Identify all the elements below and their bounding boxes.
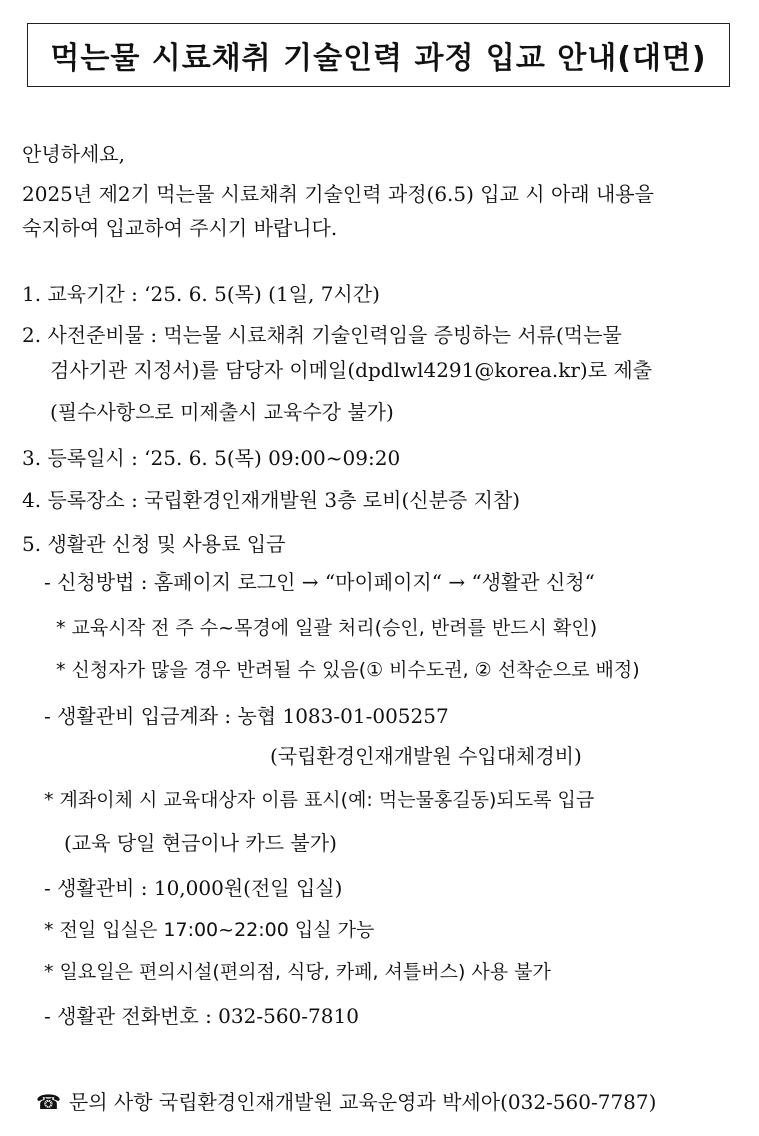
item-period: 1. 교육기간 : ‘25. 6. 5(목) (1일, 7시간) xyxy=(22,282,380,306)
title-box xyxy=(27,23,730,87)
dorm-sunday: * 일요일은 편의시설(편의점, 식당, 카페, 셔틀버스) 사용 불가 xyxy=(44,961,551,983)
intro-line-2: 숙지하여 입교하여 주시기 바랍니다. xyxy=(22,216,338,240)
intro-line-1: 2025년 제2기 먹는물 시료채취 기술인력 과정(6.5) 입교 시 아래 내용을 xyxy=(22,182,654,206)
item-prep-line-3: (필수사항으로 미제출시 교육수강 불가) xyxy=(50,400,394,424)
item-prep-line-2: 검사기관 지정서)를 담당자 이메일(dpdlwl4291@korea.kr)로 제출 xyxy=(50,358,653,382)
item-prep-line-1: 2. 사전준비물 : 먹는물 시료채취 기술인력임을 증빙하는 서류(먹는물 xyxy=(22,323,622,347)
dorm-account: - 생활관비 입금계좌 : 농협 1083-01-005257 xyxy=(44,704,449,728)
dorm-checkin: * 전일 입실은 17:00~22:00 입실 가능 xyxy=(44,919,375,941)
dorm-transfer-note: * 계좌이체 시 교육대상자 이름 표시(예: 먹는물홍길동)되도록 입금 xyxy=(44,789,595,811)
dorm-note-1: * 교육시작 전 주 수~목경에 일괄 처리(승인, 반려를 반드시 확인) xyxy=(56,617,598,639)
dorm-fee: - 생활관비 : 10,000원(전일 입실) xyxy=(44,876,343,900)
item-reg-place: 4. 등록장소 : 국립환경인재개발원 3층 로비(신분증 지참) xyxy=(22,488,521,512)
dorm-transfer-note-2: (교육 당일 현금이나 카드 불가) xyxy=(64,831,337,855)
telephone-icon: ☎ xyxy=(36,1090,61,1114)
dorm-method: - 신청방법 : 홈페이지 로그인 → “마이페이지“ → “생활관 신청“ xyxy=(44,570,595,594)
page-title: 먹는물 시료채취 기술인력 과정 입교 안내(대면) xyxy=(50,41,707,76)
item-dorm-header: 5. 생활관 신청 및 사용료 입금 xyxy=(22,532,286,556)
item-reg-time: 3. 등록일시 : ‘25. 6. 5(목) 09:00~09:20 xyxy=(22,446,401,470)
greeting: 안녕하세요, xyxy=(22,142,125,166)
contact-text: 문의 사항 국립환경인재개발원 교육운영과 박세아(032-560-7787) xyxy=(68,1090,657,1114)
dorm-note-2: * 신청자가 많을 경우 반려될 수 있음(① 비수도권, ② 선착순으로 배정) xyxy=(56,659,640,681)
contact-line xyxy=(36,1088,656,1116)
dorm-account-holder: (국립환경인재개발원 수입대체경비) xyxy=(270,744,582,768)
dorm-phone: - 생활관 전화번호 : 032-560-7810 xyxy=(44,1004,359,1028)
